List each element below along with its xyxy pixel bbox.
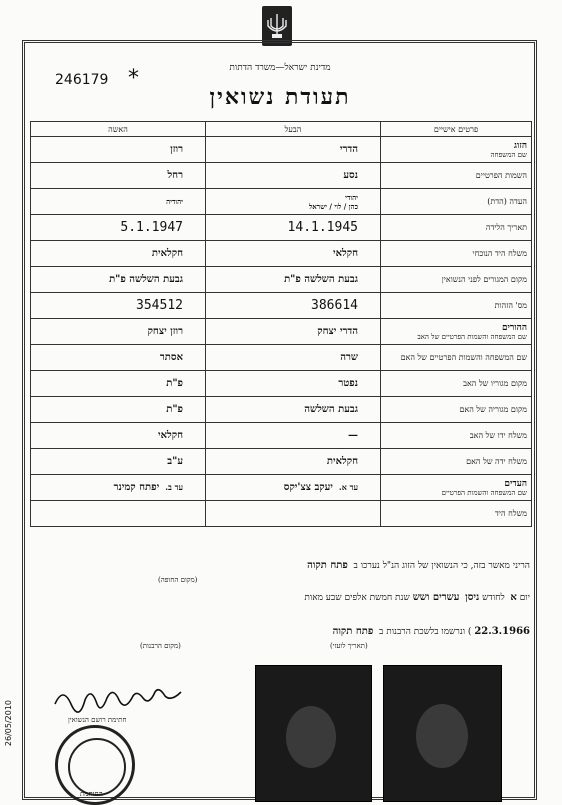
stamp-caption: החותמת [80,790,103,798]
table-row [31,397,532,423]
table-header-row [31,122,532,137]
row-label: מקום המגורים לפני הנשואין [381,267,532,293]
husband-value: הדרי [206,137,381,163]
husband-value: 386614 [206,293,381,319]
row-label: תאריך הלידה [381,215,532,241]
table-row [31,189,532,215]
table-row [31,319,532,345]
table-row [31,267,532,293]
certification-line-2: יום א לחודש ניסן עשרים ושש שנת חמשת אלפים שבע מאות [304,592,530,603]
husband-value: 14.1.1945 [206,215,381,241]
certification-line-3: 22.3.1966 ) ונרשמו בלשכת הרבנות ב פתח תקוה [332,626,530,637]
wife-value: חקלאית [31,241,206,267]
husband-value: נסע [206,163,381,189]
husband-value: חקלאית [206,449,381,475]
table-row [31,215,532,241]
husband-value: נפטר [206,371,381,397]
registrar-signature [50,684,190,714]
table-row [31,163,532,189]
table-row [31,293,532,319]
signature-caption: חתימת רושם הנשואין [68,716,127,724]
row-label: השמות הפרטיים [381,163,532,189]
column-header: הבעל [206,122,381,137]
wife-value: ע"ב [31,449,206,475]
table-row [31,241,532,267]
table-row [31,345,532,371]
column-header: פרטים אישיים [381,122,532,137]
margin-reference: 26/05/2010 [4,700,13,747]
wedding-place-caption: (מקום החופה) [158,576,198,584]
row-label: משלח היד הנוכחי [381,241,532,267]
husband-value: גבעת השלשה [206,397,381,423]
wife-value: עד ב.יפתח קמינר [31,475,206,501]
row-label: משלח היד [381,501,532,527]
table-row [31,371,532,397]
wife-value: 5.1.1947 [31,215,206,241]
husband-value: הדרי יצחק [206,319,381,345]
husband-value [206,501,381,527]
husband-value: חקלאי [206,241,381,267]
star-mark: * [128,66,139,91]
wife-photo [255,665,372,802]
table-row [31,449,532,475]
husband-value: יהודי כהן / לוי / ישראל [206,189,381,215]
row-label: מס' הזהות [381,293,532,319]
row-label: משלח ידו של האב [381,423,532,449]
table-row [31,137,532,163]
table-row [31,475,532,501]
ministry-header: מדינת ישראל—משרד הדתות [229,63,331,73]
wife-value: פ"ת [31,371,206,397]
marriage-details-table [30,121,532,527]
wife-value: 354512 [31,293,206,319]
wife-value: גבעת השלשה פ"ת [31,267,206,293]
wife-value: רוזן [31,137,206,163]
husband-value: — [206,423,381,449]
row-label: מקום מגוריו של האב [381,371,532,397]
row-label: הזוג שם המשפחה [381,137,532,163]
husband-value: גבעת השלשה פ"ת [206,267,381,293]
row-label: שם המשפחה והשמות הפרטיים של האם [381,345,532,371]
row-label: מקום מגוריה של האם [381,397,532,423]
row-label: העדים שם המשפחה והשמות הפרטיים [381,475,532,501]
husband-value: עד א.יעקב צצ'יקס [206,475,381,501]
wife-value: יהודיה [31,189,206,215]
wife-value: אסתר [31,345,206,371]
certification-line-1: הריני מאשר בזה, כי הנשואין של הזוג הנ"ל נערכו ב פתח תקוה [307,560,530,571]
row-label: העדה (הדת) [381,189,532,215]
document-number: 246179 [55,72,109,88]
wife-value: רוזן יצחק [31,319,206,345]
foreign-date-caption: (תאריך לועזי) [330,642,368,650]
rabbinate-place-caption: (מקום הרבנות) [140,642,181,650]
husband-photo [383,665,502,802]
table-row [31,423,532,449]
page-title: תעודת נשואין [209,84,351,110]
wife-value: רחל [31,163,206,189]
column-header: האשה [31,122,206,137]
wife-value: פ"ת [31,397,206,423]
wife-value [31,501,206,527]
row-label: משלח ידה של האם [381,449,532,475]
husband-value: שרה [206,345,381,371]
row-label: ההורים שם המשפחה והשמות הפרטיים של האב [381,319,532,345]
table-row [31,501,532,527]
wife-value: חקלאי [31,423,206,449]
